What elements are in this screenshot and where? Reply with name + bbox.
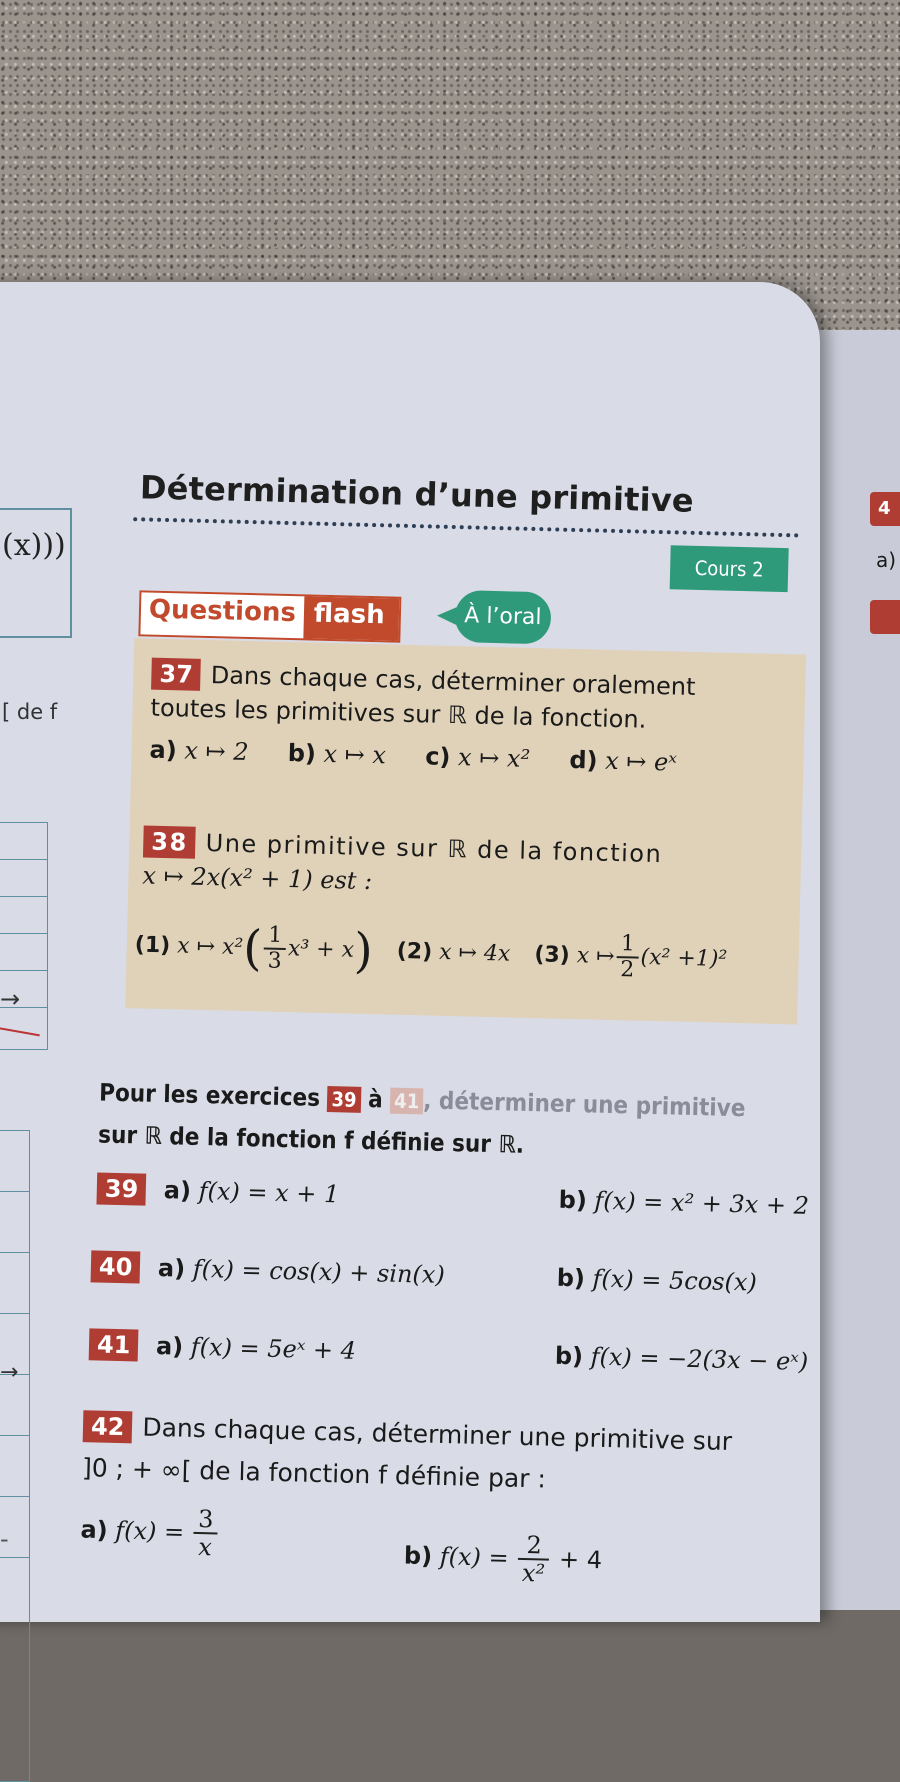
option-expr: x ↦ 4x bbox=[438, 939, 511, 967]
exercise-number: 40 bbox=[91, 1250, 141, 1283]
exercise-38-options: (1) x ↦ x²( $\frac{1}{3}$ x³ + x) (2) x ↦ 4x (3) x ↦ $\frac{1}{2}$ (x² +1)² bbox=[134, 920, 728, 983]
function-expr: f(x) = −2(3x − eˣ) bbox=[590, 1342, 809, 1376]
exercise-41-b: b) f(x) = −2(3x − eˣ) bbox=[554, 1341, 809, 1376]
exercise-text: Dans chaque cas, déterminer oralement bbox=[210, 661, 696, 701]
exercise-number: 38 bbox=[143, 825, 196, 858]
exercise-40-b: b) f(x) = 5cos(x) bbox=[556, 1263, 758, 1297]
option-expr: x ↦ x² bbox=[176, 933, 244, 961]
option-label: (2) bbox=[396, 938, 433, 965]
right-page-letter: a) bbox=[876, 548, 897, 572]
questions-flash-banner bbox=[138, 590, 401, 642]
fraction: $\frac{1}{2}$ bbox=[616, 932, 639, 983]
exercise-text: Une primitive sur ℝ de la fonction bbox=[205, 829, 663, 869]
exercise-number: 42 bbox=[83, 1410, 133, 1443]
option-label: (1) bbox=[134, 932, 171, 959]
exercises-intro: Pour les exercices 39 à 41 , déterminer une primitive sur ℝ de la fonction f définie sur ℝ. bbox=[97, 1078, 746, 1159]
exercise-42-a: a) f(x) = $\frac{3}{x}$ bbox=[80, 1503, 381, 1565]
left-page-dash: - bbox=[0, 1525, 9, 1553]
exercise-42 bbox=[81, 1405, 813, 1507]
item-label: c) bbox=[424, 742, 451, 771]
function-expr: f(x) = x² + 3x + 2 bbox=[594, 1186, 810, 1220]
exercise-ref: 41 bbox=[390, 1088, 424, 1115]
exercise-text: toutes les primitives sur ℝ de la fonction. bbox=[150, 693, 647, 734]
item-label: a) bbox=[149, 735, 178, 765]
item-expr: x ↦ 2 bbox=[184, 736, 249, 767]
right-page-tab: 4 bbox=[870, 492, 900, 526]
fraction: $\frac{3}{x}$ bbox=[193, 1506, 218, 1561]
arrow-right-icon: → bbox=[0, 1360, 19, 1385]
item-expr: x ↦ x bbox=[323, 739, 387, 770]
function-expr: f(x) = cos(x) + sin(x) bbox=[192, 1254, 446, 1289]
section-title: Détermination d’une primitive bbox=[139, 468, 695, 520]
exercise-number: 41 bbox=[89, 1328, 139, 1361]
exercise-ref: 39 bbox=[327, 1086, 361, 1113]
left-page-symbol: (x))) bbox=[2, 528, 66, 563]
option-expr: (x² +1)² bbox=[640, 944, 728, 972]
fraction: $\frac{1}{3}$ bbox=[263, 923, 286, 974]
flash-label: flash bbox=[303, 596, 399, 640]
exercise-39-b: b) f(x) = x² + 3x + 2 bbox=[558, 1185, 810, 1220]
option-label: (3) bbox=[534, 942, 571, 969]
exercise-39-a: 39 a) f(x) = x + 1 bbox=[96, 1171, 517, 1215]
function-expr: f(x) = x + 1 bbox=[198, 1176, 340, 1209]
oral-bubble: À l’oral bbox=[454, 590, 551, 644]
function-expr: f(x) = 5cos(x) bbox=[592, 1264, 758, 1297]
exercise-number: 37 bbox=[151, 658, 201, 691]
questions-label: Questions bbox=[148, 594, 297, 629]
exercise-text: Dans chaque cas, déterminer une primitive sur bbox=[142, 1412, 733, 1457]
option-expr: x³ + x bbox=[287, 936, 355, 963]
exercise-number: 39 bbox=[96, 1172, 146, 1205]
item-expr: x ↦ x² bbox=[457, 743, 531, 773]
item-label: b) bbox=[287, 738, 317, 768]
function-expr: f(x) = 5eˣ + 4 bbox=[190, 1332, 357, 1365]
exercise-text: x ↦ 2x(x² + 1) est : bbox=[142, 861, 373, 896]
exercise-42-b: b) f(x) = $\frac{2}{\text{x²}}$ + 4 bbox=[403, 1531, 603, 1588]
option-expr: x ↦ bbox=[576, 943, 615, 970]
exercise-40-a: 40 a) f(x) = cos(x) + sin(x) bbox=[91, 1249, 532, 1294]
cours-tag: Cours 2 bbox=[670, 545, 789, 592]
item-expr: x ↦ eˣ bbox=[604, 746, 678, 777]
arrow-right-icon: → bbox=[0, 985, 21, 1013]
title-dotted-rule bbox=[133, 517, 799, 537]
fraction: $\frac{2}{\text{x²}}$ bbox=[518, 1532, 550, 1588]
item-label: d) bbox=[569, 745, 598, 775]
exercise-41-a: 41 a) f(x) = 5eˣ + 4 bbox=[89, 1327, 510, 1371]
left-page-def-text: [ de f bbox=[2, 700, 58, 724]
exercise-text: ]0 ; + ∞[ de la fonction f définie par : bbox=[81, 1453, 547, 1494]
